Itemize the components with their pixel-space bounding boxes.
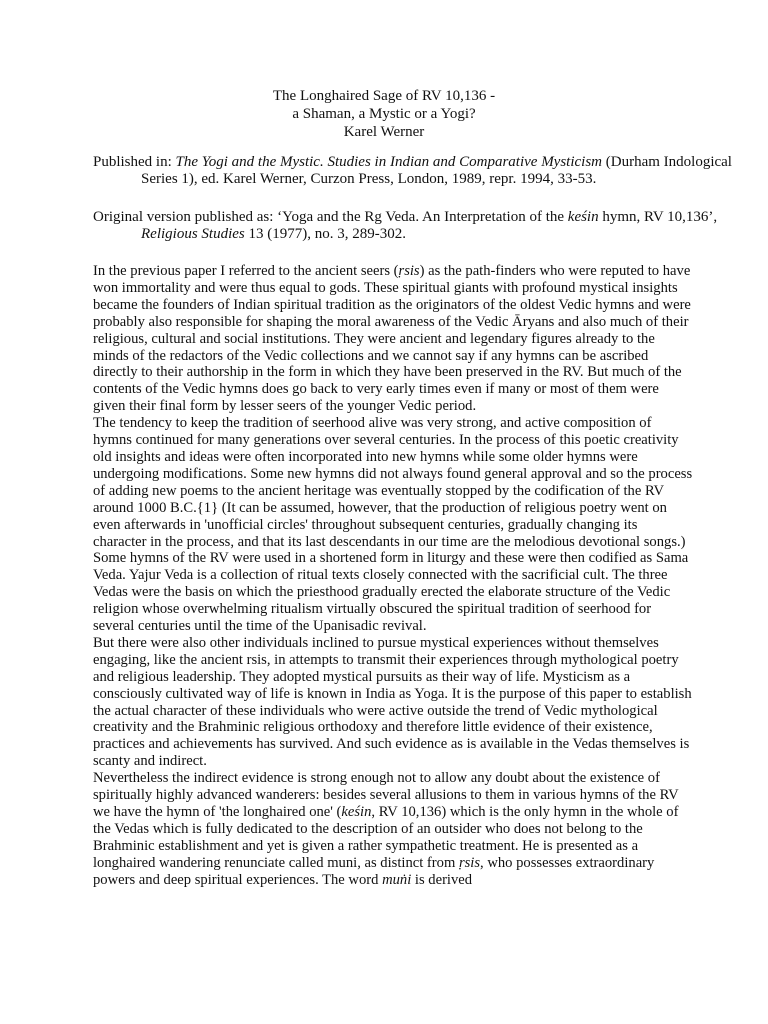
title-line-1: The Longhaired Sage of RV 10,136 - — [272, 88, 496, 104]
paragraph-2: The tendency to keep the tradition of seerhood alive was very strong, and active composition of hymns continued for many generations over several centuries. In the process of this poetic creativity old insights and ideas were often incorporated into new hymns while some older hymns were undergoing modifications. Some new hymns did not always found general approval and so the process of adding new poems to the ancient heritage was eventually stopped by the codification of the RV around 1000 B.C.{1} (It can be assumed, however, that the production of religious poetry went on even afterwards in 'unofficial circles' throughout subsequent centuries, gradually changing its character in the process, and that its last descendants in our time are the melodious devotional songs.) Some hymns of the RV were used in a shortened form in liturgy and these were then codified as Sama Veda. Yajur Veda is a collection of ritual texts closely connected with the sacrificial cult. The three Vedas were the basis on which the priesthood gradually erected the elaborate structure of the Vedic religion whose overwhelming ritualism virtually obscured the spiritual tradition of seerhood for several centuries until the time of the Upanisadic revival. — [93, 415, 693, 635]
published-label: Published in: — [93, 154, 176, 170]
original-kesin-term: keśin — [567, 209, 599, 225]
published-in-citation — [93, 154, 741, 188]
published-details: (Durham Indological Series 1), ed. Karel Werner, Curzon Press, London, 1989, repr. 1994, 33-53. — [141, 154, 732, 187]
original-details: 13 (1977), no. 3, 289-302. — [244, 226, 406, 242]
title-block — [0, 87, 768, 141]
paragraph-1-text-a: In the previous paper I referred to the ancient seers ( — [93, 263, 399, 279]
title-line-2: a Shaman, a Mystic or a Yogi? — [292, 106, 476, 122]
paragraph-4-text-b: , RV 10,136) which is the only hymn in the whole of the Vedas which is fully dedicated to the description of an outsider who does not belong to the Brahminic establishment and yet is given a rather sympathetic treatment. He is presented as a longhaired wandering renunciate called muni, as distinct from — [93, 804, 679, 871]
paragraph-3: But there were also other individuals inclined to pursue mystical experiences without themselves engaging, like the ancient rsis, in attempts to transmit their experiences through mythological poetry and religious leadership. They adopted mystical pursuits as their way of life. Mysticism as a consciously cultivated way of life is known in India as Yoga. It is the purpose of this paper to establish the actual character of these individuals who were active outside the trend of Vedic mythological creativity and the Brahminic religious orthodoxy and therefore little evidence of their existence, practices and achievements has survived. And such evidence as is available in the Vedas themselves is scanty and indirect. — [93, 634, 692, 770]
rsis-term-2: ṛsis — [458, 854, 481, 871]
published-book-title: The Yogi and the Mystic. Studies in Indian and Comparative Mysticism — [175, 154, 603, 170]
paragraph-1 — [93, 263, 693, 415]
original-journal: Religious Studies — [141, 226, 245, 242]
rsis-term: ṛsis — [398, 263, 420, 279]
original-mid: hymn, RV 10,136’, — [598, 209, 718, 225]
paragraph-4-text-c: , who possesses extraordinary powers and deep spiritual experiences. The word — [93, 854, 655, 888]
original-label: Original version published as: ‘Yoga and the Rg Veda. An Interpretation of the — [93, 209, 568, 225]
author-name: Karel Werner — [343, 124, 425, 140]
paragraph-4-text-d: is derived — [411, 871, 473, 888]
body-text — [93, 263, 693, 889]
original-version-citation — [93, 209, 741, 243]
paragraph-4 — [93, 770, 693, 888]
muni-term: muṅi — [382, 871, 412, 888]
paragraph-4-text-a: Nevertheless the indirect evidence is strong enough not to allow any doubt about the existence of spiritually highly advanced wanderers: besides several allusions to them in various hymns of the RV we have the hymn of 'the longhaired one' ( — [93, 770, 679, 820]
paragraph-1-text-b: ) as the path-finders who were reputed to have won immortality and were thus equal to gods. These spiritual giants with profound mystical insights became the founders of Indian spiritual tradition as the originators of the oldest Vedic hymns and were probably also responsible for shaping the moral awareness of the Vedic Āryans and also much of their religious, cultural and social institutions. They were ancient and legendary figures already to the minds of the redactors of the Vedic collections and we cannot say if any hymns can be ascribed directly to their authorship in the form in which they have been preserved in the RV. But much of the contents of the Vedic hymns does go back to very early times even if many or most of them were given their final form by lesser seers of the younger Vedic period. — [93, 263, 691, 415]
kesin-term: keśin — [341, 804, 372, 820]
